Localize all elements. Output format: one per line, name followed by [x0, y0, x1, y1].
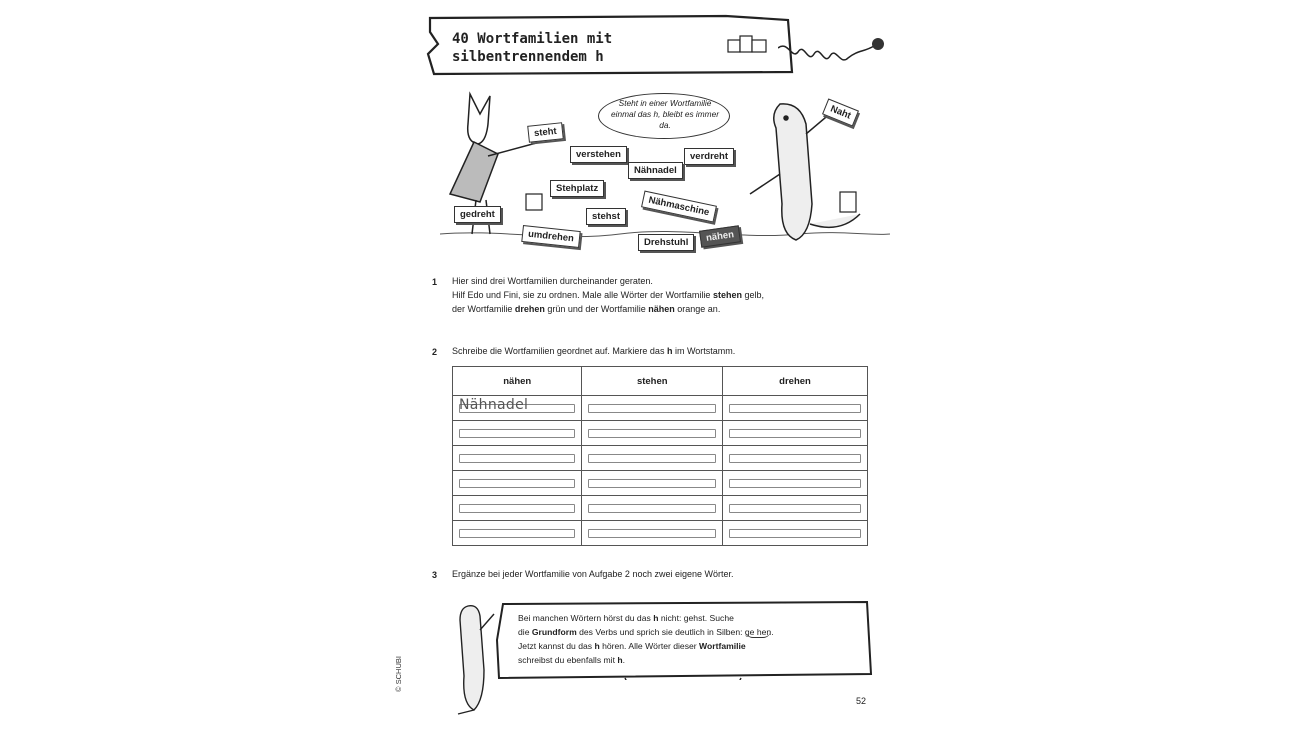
table-row — [453, 421, 868, 446]
word-family-table — [452, 366, 868, 546]
writing-line — [588, 454, 716, 463]
meerkat-character — [750, 104, 860, 240]
word-tag: steht — [527, 122, 563, 143]
writing-line — [459, 454, 575, 463]
write-cell[interactable] — [453, 421, 582, 446]
cable-plug-icon — [778, 30, 888, 80]
write-cell[interactable] — [582, 446, 723, 471]
writing-line — [588, 529, 716, 538]
syllable-example: ge hen — [744, 627, 772, 637]
keyword-naehen: nähen — [648, 304, 675, 314]
write-cell[interactable] — [453, 521, 582, 546]
text-span: Bei manchen Wörtern hörst du das — [518, 613, 654, 623]
table-row — [453, 521, 868, 546]
task-2-number: 2 — [432, 347, 438, 357]
table-row — [453, 446, 868, 471]
word-tag: Stehplatz — [550, 180, 604, 197]
keyword-drehen: drehen — [514, 304, 545, 314]
info-line — [518, 625, 853, 639]
paint-pot-icon — [840, 192, 856, 212]
title-line-1: 40 Wortfamilien mit — [452, 31, 613, 47]
write-cell[interactable] — [582, 396, 723, 421]
word-tag: nähen — [699, 225, 741, 247]
text-span: grün und der Wortfamilie — [544, 304, 649, 314]
column-header-naehen: nähen — [453, 367, 582, 396]
writing-line — [729, 429, 861, 438]
write-cell[interactable] — [723, 396, 868, 421]
word-tag: Naht — [822, 98, 859, 126]
keyword-grundform: Grundform — [531, 627, 577, 637]
word-tag: Nähmaschine — [641, 191, 717, 223]
table-row — [453, 471, 868, 496]
write-cell[interactable] — [453, 496, 582, 521]
writing-line — [459, 479, 575, 488]
keyword-h: h — [617, 655, 623, 665]
paint-pot-icon — [526, 194, 542, 210]
text-span: hören. Alle Wörter dieser — [599, 641, 700, 651]
keyword-h: h — [594, 641, 600, 651]
worksheet-page — [394, 0, 890, 731]
task-1-text — [452, 274, 882, 316]
word-tag: verstehen — [570, 146, 627, 163]
writing-line — [729, 404, 861, 413]
write-cell[interactable] — [723, 421, 868, 446]
text-span: Hilf Edo und Fini, sie zu ordnen. Male alle Wörter der Wortfamilie — [452, 290, 713, 300]
info-text — [518, 611, 853, 667]
keyword-stehen: stehen — [712, 290, 742, 300]
write-cell[interactable] — [723, 471, 868, 496]
write-cell[interactable] — [723, 496, 868, 521]
word-tag: Drehstuhl — [638, 234, 694, 251]
copyright-notice: © SCHUBI — [394, 656, 403, 692]
column-header-stehen: stehen — [582, 367, 723, 396]
text-span: schreibst du ebenfalls mit — [518, 655, 618, 665]
task-1-line — [452, 302, 882, 316]
text-span: im Wortstamm. — [672, 346, 736, 356]
writing-line — [459, 529, 575, 538]
page-number: 52 — [856, 696, 867, 706]
writing-line — [729, 529, 861, 538]
table-row — [453, 396, 868, 421]
task-3-number: 3 — [432, 570, 438, 580]
writing-line — [729, 504, 861, 513]
write-cell[interactable] — [723, 521, 868, 546]
word-tag: Nähnadel — [628, 162, 683, 179]
info-line — [518, 639, 853, 653]
text-span: die — [518, 627, 532, 637]
word-tag: stehst — [586, 208, 626, 225]
example-word: Nähnadel — [459, 397, 529, 413]
info-line — [518, 653, 853, 667]
writing-line — [729, 454, 861, 463]
text-span: des Verbs und sprich sie deutlich in Silben: — [576, 627, 745, 637]
text-span: . — [771, 627, 774, 637]
speech-bubble-text: Steht in einer Wortfamilie einmal das h, bleibt es immer da. — [611, 98, 719, 130]
keyword-h: h — [666, 346, 673, 356]
writing-line — [729, 479, 861, 488]
writing-line — [588, 429, 716, 438]
page-title — [452, 30, 612, 66]
write-cell[interactable] — [453, 446, 582, 471]
task-2-text — [452, 344, 882, 358]
table-row — [453, 496, 868, 521]
write-cell[interactable] — [582, 421, 723, 446]
text-span: der Wortfamilie — [452, 304, 515, 314]
column-header-drehen: drehen — [723, 367, 868, 396]
task-3-text: Ergänze bei jeder Wortfamilie von Aufgabe 2 noch zwei eigene Wörter. — [452, 569, 734, 579]
write-cell[interactable] — [582, 521, 723, 546]
keyword-h: h — [653, 613, 659, 623]
keyword-wortfamilie: Wortfamilie — [699, 641, 746, 651]
word-tag: gedreht — [454, 206, 501, 223]
text-span: Jetzt kannst du das — [518, 641, 595, 651]
info-line — [518, 611, 853, 625]
text-span: . — [622, 655, 625, 665]
text-span: nicht: gehst. Suche — [658, 613, 734, 623]
word-tag: verdreht — [684, 148, 734, 165]
writing-line — [459, 504, 575, 513]
write-cell[interactable] — [582, 471, 723, 496]
title-line-2: silbentrennendem h — [452, 49, 604, 65]
write-cell[interactable] — [453, 471, 582, 496]
task-1-line — [452, 288, 882, 302]
writing-line — [588, 479, 716, 488]
text-span: orange an. — [674, 304, 721, 314]
text-span: Schreibe die Wortfamilien geordnet auf. Markiere das — [452, 346, 667, 356]
write-cell[interactable] — [582, 496, 723, 521]
meerkat-icon — [444, 600, 504, 718]
text-span: gelb, — [741, 290, 764, 300]
word-tag: umdrehen — [521, 225, 580, 248]
writing-line — [459, 429, 575, 438]
write-cell[interactable] — [453, 396, 582, 421]
write-cell[interactable] — [723, 446, 868, 471]
writing-line — [588, 504, 716, 513]
task-1-number: 1 — [432, 277, 438, 287]
task-1-line: Hier sind drei Wortfamilien durcheinander geraten. — [452, 276, 653, 286]
writing-line — [588, 404, 716, 413]
